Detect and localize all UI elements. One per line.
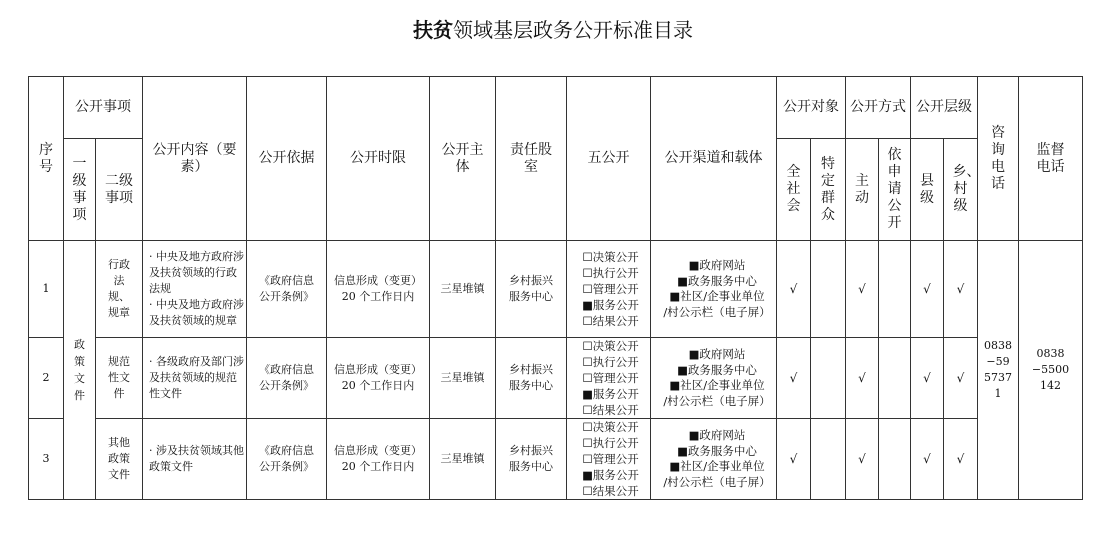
dept-cell: 乡村振兴服务中心 xyxy=(496,241,567,338)
channel-item: /村公示栏（电子屏） xyxy=(663,304,771,319)
five-item: ■服务公开 xyxy=(582,387,639,401)
channel-item: ■政府网站 xyxy=(688,258,746,272)
row-seq: 2 xyxy=(29,338,64,419)
supervise-phone: 0838−5500142 xyxy=(1019,241,1083,500)
channel-item: ■社区/企事业单位 xyxy=(669,378,765,392)
check-apply xyxy=(879,338,911,419)
subject-cell: 三星堆镇 xyxy=(430,419,496,500)
content-cell xyxy=(143,338,247,419)
header-channels: 公开渠道和载体 xyxy=(651,77,777,241)
channel-item: ■政务服务中心 xyxy=(677,443,757,458)
page-title xyxy=(0,14,1106,43)
five-list xyxy=(567,419,651,500)
channel-item: ■社区/企事业单位 xyxy=(669,459,765,473)
five-item: ☐执行公开 xyxy=(582,436,639,450)
channel-item: ■政务服务中心 xyxy=(677,273,757,288)
header-target-all: 全社会 xyxy=(777,139,811,241)
title-bold: 扶贫 xyxy=(413,18,453,42)
basis-cell: 《政府信息公开条例》 xyxy=(247,419,327,500)
check-specific xyxy=(811,419,846,500)
check-town: √ xyxy=(944,338,978,419)
five-item: ☐决策公开 xyxy=(582,250,639,264)
header-method-active: 主动 xyxy=(846,139,879,241)
channels-list xyxy=(651,241,777,338)
subject-cell: 三星堆镇 xyxy=(430,338,496,419)
table-row xyxy=(29,419,1083,500)
check-town: √ xyxy=(944,241,978,338)
five-item: ☐管理公开 xyxy=(582,282,639,296)
header-levelgrp: 公开层级 xyxy=(911,77,978,139)
subject-cell: 三星堆镇 xyxy=(430,241,496,338)
five-item: ☐管理公开 xyxy=(582,452,639,466)
five-item: ■服务公开 xyxy=(582,468,639,482)
five-list xyxy=(567,241,651,338)
header-level-county: 县级 xyxy=(911,139,944,241)
five-item: ☐管理公开 xyxy=(582,371,639,385)
header-seq: 序号 xyxy=(29,77,64,241)
table-row xyxy=(29,338,1083,419)
content-line: · 涉及扶贫领域其他政策文件 xyxy=(149,444,244,473)
header-level1: 一级事项 xyxy=(64,139,96,241)
channel-item: ■政府网站 xyxy=(688,347,746,361)
check-apply xyxy=(879,241,911,338)
dept-cell: 乡村振兴服务中心 xyxy=(496,338,567,419)
channel-item: ■政务服务中心 xyxy=(677,362,757,377)
check-active: √ xyxy=(846,241,879,338)
channel-item: ■社区/企事业单位 xyxy=(669,289,765,303)
row-seq: 1 xyxy=(29,241,64,338)
header-five: 五公开 xyxy=(567,77,651,241)
table-row xyxy=(29,241,1083,338)
header-subject: 公开主体 xyxy=(430,77,496,241)
check-all: √ xyxy=(777,419,811,500)
five-list xyxy=(567,338,651,419)
header-level-town: 乡、村级 xyxy=(944,139,978,241)
header-dept: 责任股室 xyxy=(496,77,567,241)
check-town: √ xyxy=(944,419,978,500)
five-item: ☐执行公开 xyxy=(582,266,639,280)
basis-cell: 《政府信息公开条例》 xyxy=(247,338,327,419)
check-apply xyxy=(879,419,911,500)
row-seq: 3 xyxy=(29,419,64,500)
time-cell: 信息形成（变更）20 个工作日内 xyxy=(327,241,430,338)
basis-cell: 《政府信息公开条例》 xyxy=(247,241,327,338)
category-cell: 政策文件 xyxy=(64,241,96,500)
header-target: 公开对象 xyxy=(777,77,846,139)
content-line: · 各级政府及部门涉及扶贫领域的规范性文件 xyxy=(149,355,244,400)
content-cell xyxy=(143,419,247,500)
header-consult: 咨询电话 xyxy=(978,77,1019,241)
check-county: √ xyxy=(911,338,944,419)
dept-cell: 乡村振兴服务中心 xyxy=(496,419,567,500)
five-item: ■服务公开 xyxy=(582,298,639,312)
check-specific xyxy=(811,338,846,419)
channel-item: /村公示栏（电子屏） xyxy=(663,393,771,408)
header-supervise: 监督电话 xyxy=(1019,77,1083,241)
check-active: √ xyxy=(846,419,879,500)
five-item: ☐执行公开 xyxy=(582,355,639,369)
five-item: ☐结果公开 xyxy=(582,484,639,498)
check-all: √ xyxy=(777,241,811,338)
five-item: ☐决策公开 xyxy=(582,420,639,434)
time-cell: 信息形成（变更）20 个工作日内 xyxy=(327,419,430,500)
title-rest: 领域基层政务公开标准目录 xyxy=(453,18,693,42)
header-content: 公开内容（要素） xyxy=(143,77,247,241)
header-target-specific: 特定群众 xyxy=(811,139,846,241)
header-method-apply: 依申请公开 xyxy=(879,139,911,241)
content-line: · 中央及地方政府涉及扶贫领域的规章 xyxy=(149,298,244,327)
header-method: 公开方式 xyxy=(846,77,911,139)
check-active: √ xyxy=(846,338,879,419)
consult-phone: 0838−5957371 xyxy=(978,241,1019,500)
channel-item: ■政府网站 xyxy=(688,428,746,442)
five-item: ☐决策公开 xyxy=(582,339,639,353)
header-basis: 公开依据 xyxy=(247,77,327,241)
header-level2: 二级事项 xyxy=(96,139,143,241)
channels-list xyxy=(651,338,777,419)
standard-catalog-table xyxy=(28,76,1083,500)
content-line: · 中央及地方政府涉及扶贫领域的行政法规 xyxy=(149,250,244,295)
five-item: ☐结果公开 xyxy=(582,403,639,417)
channels-list xyxy=(651,419,777,500)
header-items: 公开事项 xyxy=(64,77,143,139)
check-county: √ xyxy=(911,241,944,338)
level2-cell: 行政法规、规章 xyxy=(96,241,143,338)
check-all: √ xyxy=(777,338,811,419)
five-item: ☐结果公开 xyxy=(582,314,639,328)
header-timelimit: 公开时限 xyxy=(327,77,430,241)
time-cell: 信息形成（变更）20 个工作日内 xyxy=(327,338,430,419)
channel-item: /村公示栏（电子屏） xyxy=(663,474,771,489)
content-cell xyxy=(143,241,247,338)
check-county: √ xyxy=(911,419,944,500)
level2-cell: 规范性文件 xyxy=(96,338,143,419)
check-specific xyxy=(811,241,846,338)
level2-cell: 其他政策文件 xyxy=(96,419,143,500)
